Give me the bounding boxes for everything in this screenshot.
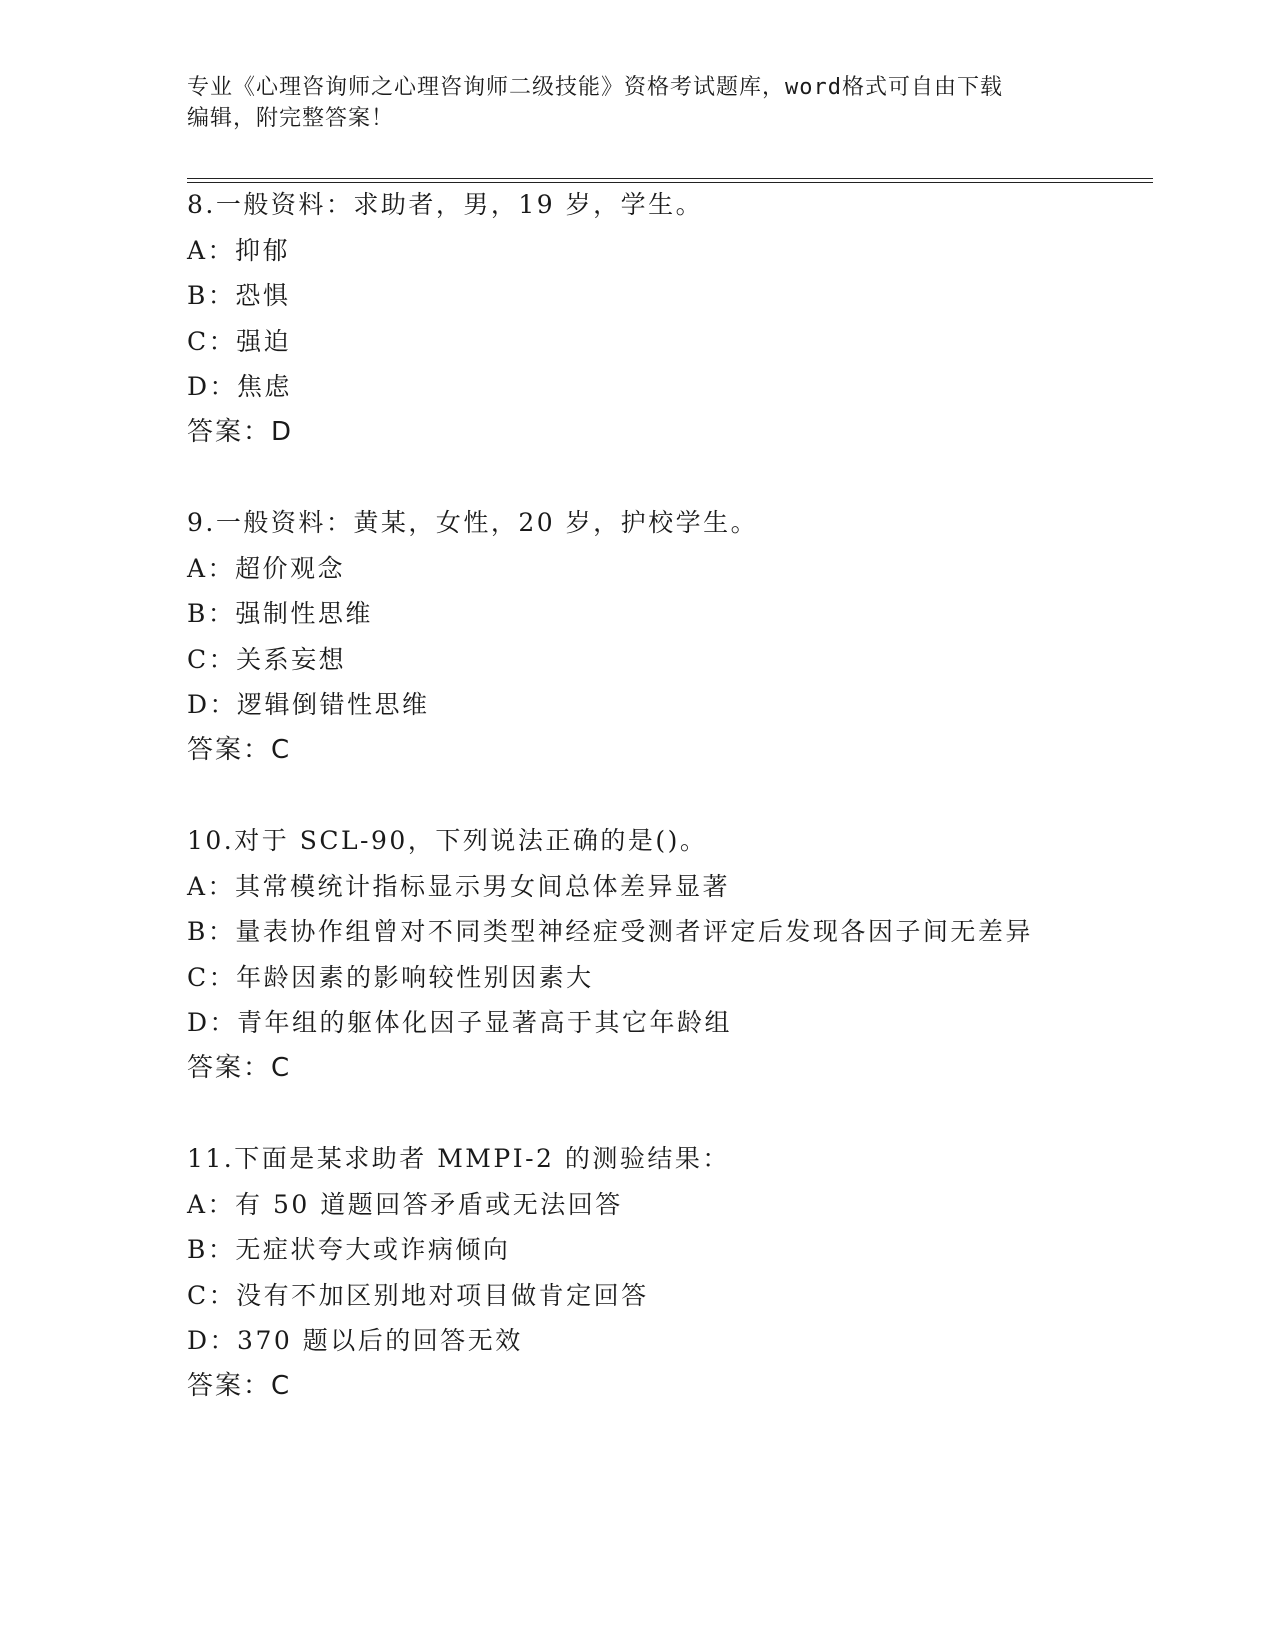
option-d: D：青年组的躯体化因子显著高于其它年龄组 <box>187 1008 733 1037</box>
option-d: D：370 题以后的回答无效 <box>187 1326 523 1355</box>
answer-text: 答案：D <box>187 416 294 447</box>
option-a: A：有 50 道题回答矛盾或无法回答 <box>187 1189 623 1219</box>
answer-text: 答案：C <box>187 1370 292 1401</box>
question-stem: 11.下面是某求助者 MMPI-2 的测验结果： <box>187 1144 730 1173</box>
option-d: D：焦虑 <box>187 372 293 401</box>
option-b: B：恐惧 <box>187 281 291 310</box>
header-text-2: 格式可自由下载 <box>842 75 1004 100</box>
question-stem: 8.一般资料：求助者，男，19 岁，学生。 <box>187 190 704 219</box>
option-a: A：抑郁 <box>187 235 291 265</box>
option-c: C：强迫 <box>187 326 292 356</box>
option-c: C：关系妄想 <box>187 644 347 674</box>
header-text-1: 专业《心理咨询师之心理咨询师二级技能》资格考试题库， <box>187 75 786 100</box>
header-line-2: 编辑，附完整答案！ <box>187 106 395 131</box>
question-stem: 10.对于 SCL-90，下列说法正确的是()。 <box>187 826 708 855</box>
question-9 <box>187 500 1087 773</box>
option-b: B：无症状夸大或诈病倾向 <box>187 1235 511 1264</box>
question-8 <box>187 182 1087 455</box>
question-stem: 9.一般资料：黄某，女性，20 岁，护校学生。 <box>187 508 759 537</box>
option-c: C：年龄因素的影响较性别因素大 <box>187 962 594 992</box>
answer-text: 答案：C <box>187 1052 292 1083</box>
option-a: A：其常模统计指标显示男女间总体差异显著 <box>187 871 731 901</box>
option-d: D：逻辑倒错性思维 <box>187 690 430 719</box>
answer-text: 答案：C <box>187 734 292 765</box>
question-11 <box>187 1136 1087 1409</box>
question-10 <box>187 818 1087 1091</box>
option-b: B：量表协作组曾对不同类型神经症受测者评定后发现各因子间无差异 <box>187 917 1033 946</box>
header-word-text: word <box>785 75 842 100</box>
option-b: B：强制性思维 <box>187 599 373 628</box>
option-c: C：没有不加区别地对项目做肯定回答 <box>187 1280 649 1310</box>
document-header <box>187 72 1067 134</box>
option-a: A：超价观念 <box>187 553 346 583</box>
header-line-1 <box>187 72 1067 103</box>
